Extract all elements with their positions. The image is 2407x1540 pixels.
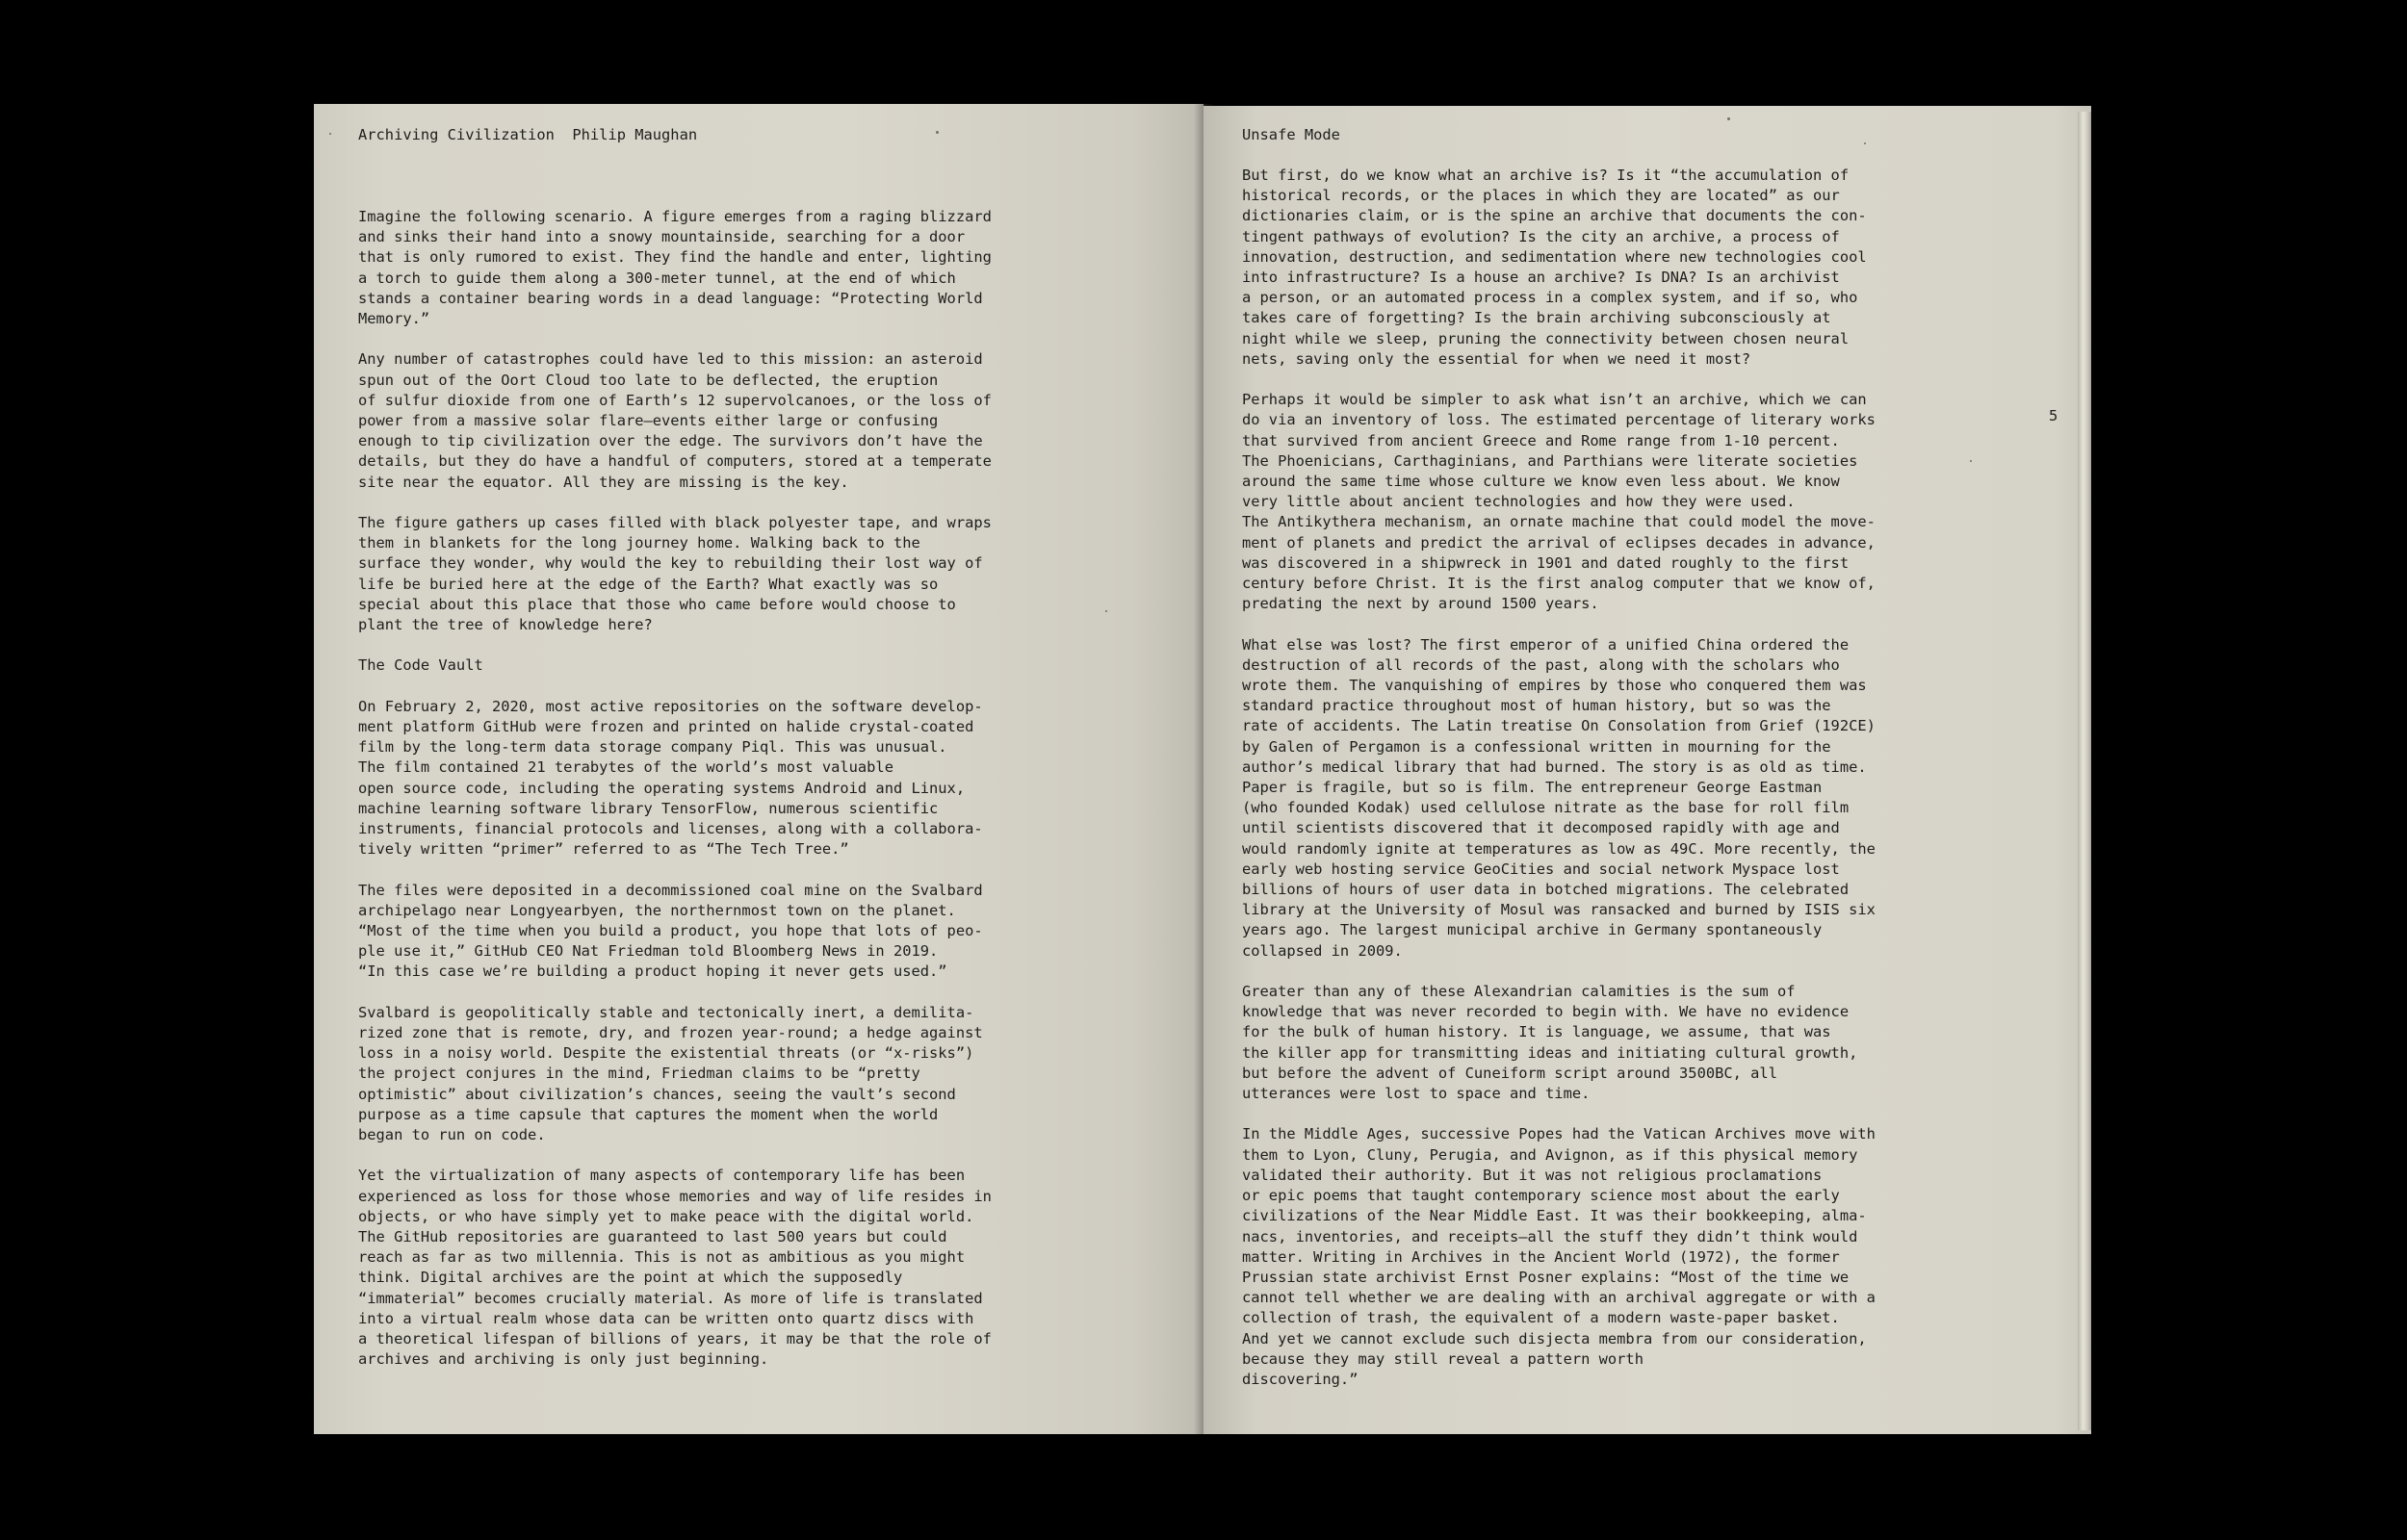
- left-page-body: [358, 207, 992, 1370]
- right-page: [1204, 106, 2091, 1434]
- paragraph: Imagine the following scenario. A figure emerges from a raging blizzard and sinks their hand into a snowy mountainside, searching for a door that is only rumored to exist. They find the handle and enter, lighting a torch to guide them along a 300-meter tunnel, at the end of which stands a container bearing words in a dead language: “Protecting World Memory.”: [358, 208, 992, 328]
- page-number: 5: [2049, 407, 2058, 424]
- running-head-right: Unsafe Mode: [1242, 126, 1340, 143]
- running-head-left: Archiving Civilization Philip Maughan: [358, 126, 698, 143]
- paper-speck: [1105, 610, 1107, 612]
- section-heading: The Code Vault: [358, 656, 483, 675]
- paragraph: Perhaps it would be simpler to ask what isn’t an archive, which we can do via an inventory of loss. The estimated percentage of literary works that survived from ancient Greece and Rome range from 1-10 percent. The Phoenicians, Carthaginians, and Parthians were literate societies around the same time whose culture we know even less about. We know very little about ancient technologies and how they were used. The Antikythera mechanism, an ornate machine that could model the move- ment of planets and predict the arrival of eclipses decades in advance, was discovered in a shipwreck in 1901 and dated roughly to the first century before Christ. It is the first analog computer that we know of, predating the next by around 1500 years.: [1242, 391, 1876, 613]
- paper-speck: [936, 131, 939, 134]
- left-page: [314, 104, 1204, 1434]
- paper-speck: [329, 133, 331, 135]
- paragraph: Greater than any of these Alexandrian calamities is the sum of knowledge that was never recorded to begin with. We have no evidence for the bulk of human history. It is language, we assume, that was the killer app for transmitting ideas and initiating cultural growth, but before the advent of Cuneiform script around 3500BC, all utterances were lost to space and time.: [1242, 983, 1858, 1103]
- paragraph: Yet the virtualization of many aspects of contemporary life has been experienced as loss for those whose memories and way of life resides in objects, or who have simply yet to make peace with the digital world. The GitHub repositories are guaranteed to last 500 years but could reach as far as two millennia. This is not as ambitious as you might think. Digital archives are the point at which the supposedly “immaterial” becomes crucially material. As more of life is translated into a virtual realm whose data can be written onto quartz discs with a theoretical lifespan of billions of years, it may be that the role of archives and archiving is only just beginning.: [358, 1167, 992, 1369]
- paper-speck: [1864, 142, 1866, 144]
- paper-speck: [1970, 460, 1972, 462]
- paragraph: Any number of catastrophes could have led to this mission: an asteroid spun out of the Oort Cloud too late to be deflected, the eruption of sulfur dioxide from one of Earth’s 12 supervolcanoes, or the loss of power from a massive solar flare—events either large or confusing enough to tip civilization over the edge. The survivors don’t have the details, but they do have a handful of computers, stored at a temperate site near the equator. All they are missing is the key.: [358, 350, 992, 491]
- page-edge: [2078, 112, 2091, 1430]
- paragraph: The figure gathers up cases filled with black polyester tape, and wraps them in blankets for the long journey home. Walking back to the surface they wonder, why would the key to rebuilding their lost way of life be buried here at the edge of the Earth? What exactly was so special about this place that those who came before would choose to plant the tree of knowledge here?: [358, 514, 992, 634]
- paragraph: On February 2, 2020, most active repositories on the software develop- ment platform GitHub were frozen and printed on halide crystal-coated film by the long-term data storage company Piql. This was unusual. The film contained 21 terabytes of the world’s most valuable open source code, including the operating systems Android and Linux, machine learning software library TensorFlow, numerous scientific instruments, financial protocols and licenses, along with a collabora- tively written “primer” referred to as “The Tech Tree.”: [358, 697, 983, 859]
- paragraph: The files were deposited in a decommissioned coal mine on the Svalbard archipelago near Longyearbyen, the northernmost town on the planet. “Most of the time when you build a product, you hope that lots of peo- ple use it,” GitHub CEO Nat Friedman told Bloomberg News in 2019. “In this case we’re building a product hoping it never gets used.”: [358, 881, 983, 981]
- right-page-body: [1242, 166, 1876, 1390]
- paragraph: In the Middle Ages, successive Popes had the Vatican Archives move with them to Lyon, Cluny, Perugia, and Avignon, as if this physical memory validated their authority. But it was not religious proclamations or epic poems that taught contemporary science most about the early civilizations of the Near Middle East. It was their bookkeeping, alma- nacs, inventories, and receipts—all the stuff they didn’t think would matter. Writing in Archives in the Ancient World (1972), the former Prussian state archivist Ernst Posner explains: “Most of the time we cannot tell whether we are dealing with an archival aggregate or with a collection of trash, the equivalent of a modern waste-paper basket. And yet we cannot exclude such disjecta membra from our consideration, because they may still reveal a pattern worth discovering.”: [1242, 1125, 1876, 1388]
- paragraph: But first, do we know what an archive is? Is it “the accumulation of historical records, or the places in which they are located” as our dictionaries claim, or is the spine an archive that documents the con- tingent pathways of evolution? Is the city an archive, a process of innovation, destruction, and sedimentation where new technologies cool into infrastructure? Is a house an archive? Is DNA? Is an archivist a person, or an automated process in a complex system, and if so, who takes care of forgetting? Is the brain archiving subconsciously at night while we sleep, pruning the connectivity between chosen neural nets, saving only the essential for when we need it most?: [1242, 167, 1867, 368]
- paragraph: Svalbard is geopolitically stable and tectonically inert, a demilita- rized zone that is remote, dry, and frozen year-round; a hedge against loss in a noisy world. Despite the existential threats (or “x-risks”) the project conjures in the mind, Friedman claims to be “pretty optimistic” about civilization’s chances, seeing the vault’s second purpose as a time capsule that captures the moment when the world began to run on code.: [358, 1003, 983, 1144]
- paragraph: What else was lost? The first emperor of a unified China ordered the destruction of all records of the past, along with the scholars who wrote them. The vanquishing of empires by those who conquered them was standard practice throughout most of human history, but so was the rate of accidents. The Latin treatise On Consolation from Grief (192CE) by Galen of Pergamon is a confessional written in mourning for the author’s medical library that had burned. The story is as old as time. Paper is fragile, but so is film. The entrepreneur George Eastman (who founded Kodak) used cellulose nitrate as the base for roll film until scientists discovered that it decomposed rapidly with age and would randomly ignite at temperatures as low as 49C. More recently, the early web hosting service GeoCities and social network Myspace lost billions of hours of user data in botched migrations. The celebrated library at the University of Mosul was ransacked and burned by ISIS six years ago. The largest municipal archive in Germany spontaneously collapsed in 2009.: [1242, 635, 1876, 960]
- paper-speck: [1727, 117, 1730, 120]
